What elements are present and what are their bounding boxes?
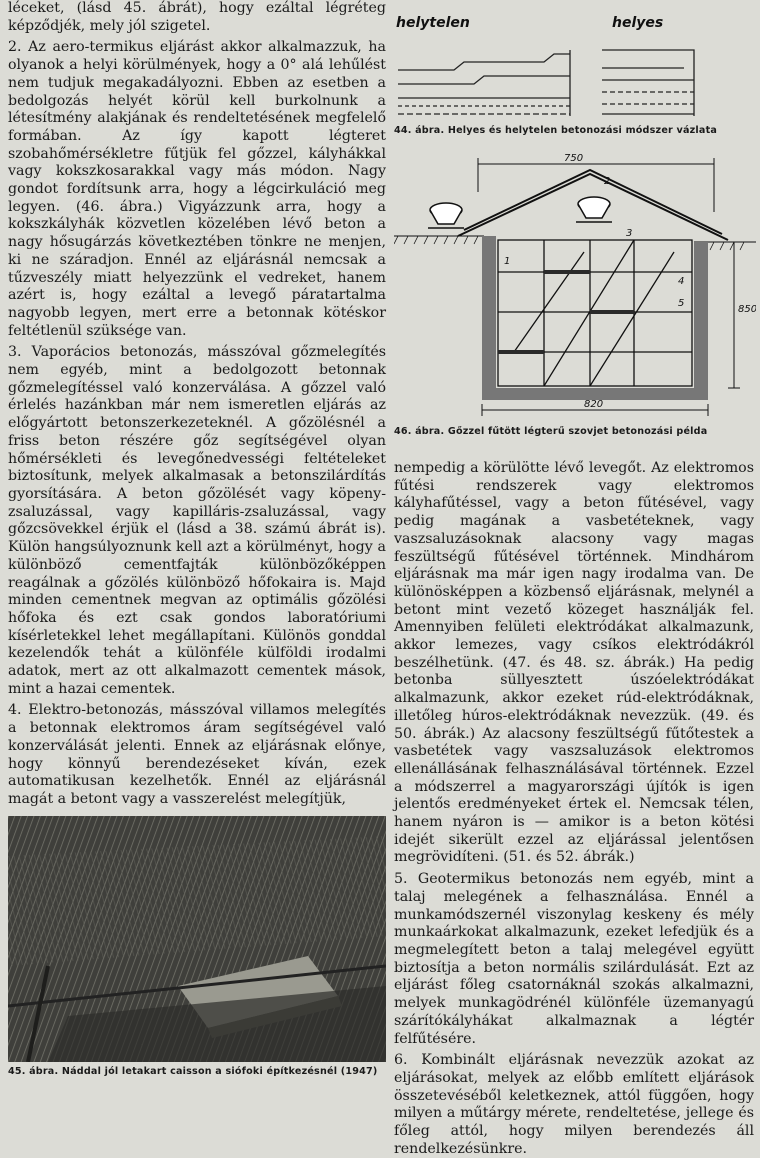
figure-44-diagram xyxy=(394,10,756,122)
figure-45-caption: 45. ábra. Náddal jól letakart caisson a siófoki építkezésnél (1947) xyxy=(8,1066,378,1077)
pit-wall-left xyxy=(482,236,496,388)
paragraph-geothermal: 5. Geotermikus betonozás nem egyéb, mint a talaj melegének a felhasználása. Ennél a munkamódszernél viszonylag keskeny és mély munkaárkokat alkalmazunk, ezeket lefedjük és a megmelegített beton a talaj melegével együtt biztosítja a beton normális szilárdulását. Ezt az eljárást főleg csatornáknál szokás alkalmazni, melyek munkagödrénél különféle üzemanyagú szárítókályhákat alkalmaznak a légtér felfűtésére. xyxy=(394,871,754,1047)
callout-2: 2 xyxy=(604,176,611,187)
ground-hatching xyxy=(394,236,756,242)
dimension-top: 750 xyxy=(564,153,584,164)
callout-3: 3 xyxy=(626,228,633,239)
figure-46 xyxy=(394,152,756,442)
right-method-sketch xyxy=(602,50,694,116)
caisson-photo xyxy=(8,816,386,1062)
label-wrong: helytelen xyxy=(396,15,470,31)
figure-45 xyxy=(8,816,386,1077)
figure-44-caption: 44. ábra. Helyes és helytelen betonozási módszer vázlata xyxy=(394,125,718,136)
callout-5: 5 xyxy=(678,298,685,309)
right-column xyxy=(394,460,754,1158)
paragraph-electro-concreting: 4. Elektro-betonozás, másszóval villamos melegítés a betonnak elektromos áram segítségével való konzerválását jelenti. Ennek az eljárásnak előnye, hogy könnyű berendezéseket kíván, ezek automatikusan kezelhetők. Ennél az eljárásnál magát a betont vagy a vasszerelést melegítjük, xyxy=(8,702,386,807)
left-column xyxy=(8,0,386,809)
label-right: helyes xyxy=(612,15,664,31)
paragraph-combined: 6. Kombinált eljárásnak nevezzük azokat az eljárásokat, melyek az előbb említett eljárások összetevéséből keletkeznek, attól függően, hogy milyen a műtárgy mérete, rendeltetése, jellege és főleg attól, hogy milyen berendezés áll rendelkezésünkre. xyxy=(394,1052,754,1157)
paragraph-steam-curing: 3. Vaporácios betonozás, másszóval gőzmelegítés nem egyéb, mint a bedolgozott betonnak gőzmelegítéssel való konzerválása. A gőzzel való érlelés hazánkban már nem ismeretlen eljárás az előgyártott betonszerkezeteknél. A gőzölésnél a friss beton részére gőz segítségével olyan hőmérsékleti és levegőnedvességi feltételeket biztosítunk, melyek alkalmasak a betonszilárdítás gyorsítására. A beton gőzölését vagy köpeny-zsaluzással, vagy kapilláris-zsaluzással, vagy gőzcsövekkel érjük el (lásd a 38. számú ábrát is). Külön hangsúlyoznunk kell azt a körülményt, hogy a különböző cementfajták különbözőképpen reagálnak a gőzölés különböző hőfokaira is. Majd minden cementnek megvan az optimális gőzölési hőfoka és ezt csak gondos laboratóriumi kísérletekkel lehet megállapítani. Különös gonddal kezelendők tehát a különféle külföldi irodalmi adatok, mert az ott alkalmazott cementek mások, mint a hazai cementek. xyxy=(8,344,386,697)
callout-4: 4 xyxy=(678,276,685,287)
paragraph-aero-thermal: 2. Az aero-termikus eljárást akkor alkalmazzuk, ha olyanok a helyi körülmények, hogy a 0° alá lehűlést nem tudjuk megakadályozni. Ebben az esetben a bedolgozás helyét körül kell burkolnunk a létesítmény alakjának és rendeltetésének megfelelő formában. Az így kapott légteret szobahőmérsékletre fűtjük fel gőzzel, kályhákkal vagy kokszkosarakkal vagy más módon. Nagy gondot fordítsunk arra, hogy a légcirkuláció meg legyen. (46. ábra.) Vigyázzunk arra, hogy a kokszkályhák közvetlen közelében lévő beton a nagy hősugárzás következtében tönkre ne menjen, ki ne száradjon. Ennél az eljárásnál nemcsak a tűzveszély miatt helyezzünk el vedreket, hanem azért is, hogy ezáltal a levegő páratartalma nagyobb legyen, mert erre a betonnak kötéskor feltétlenül szüksége van. xyxy=(8,39,386,339)
bucket-left-icon xyxy=(428,203,464,228)
figure-44 xyxy=(394,10,756,140)
caisson-photo-illustration xyxy=(8,816,386,1062)
figure-46-diagram xyxy=(394,152,756,422)
figure-46-caption: 46. ábra. Gőzzel fűtött légterű szovjet betonozási példa xyxy=(394,426,708,437)
pit-wall-right xyxy=(694,242,708,388)
callout-1: 1 xyxy=(504,256,511,267)
dimension-bottom: 820 xyxy=(584,399,604,410)
dimension-side: 850 xyxy=(738,304,756,315)
bucket-right-icon xyxy=(576,197,612,222)
paragraph-electric-heating: nempedig a körülötte lévő levegőt. Az elektromos fűtési rendszerek vagy elektromos kályhafűtéssel, vagy a beton fűtésével, vagy pedig magának a vasbetéteknek, vagy vaszsaluzásoknak alacsony vagy magas feszültségű fűtésével történnek. Mindhárom eljárásnak ma már igen nagy irodalma van. De különösképpen a közbenső eljárásnak, melynél a betont mint vezető közeget használják fel. Amennyiben felületi elektródákat alkalmazunk, akkor lemezes, vagy csíkos elektródákról beszélhetünk. (47. és 48. sz. ábrák.) Ha pedig betonba süllyesztett úszóelektródákat alkalmazunk, akkor ezeket rúd-elektródáknak, illetőleg húros-elektródáknak nevezzük. (49. és 50. ábrák.) Az alacsony feszültségű fűtőtestek a vasbetétek vagy vaszsaluzások elektromos ellenállásának felhasználásával történnek. Ezzel a módszerrel a magyarországi újítók is igen jelentős eredményeket értek el. Nemcsak télen, hanem nyáron is — amikor is a beton kötési idejét sikerült ezzel az eljárással jelentősen megrövidíteni. (51. és 52. ábrák.) xyxy=(394,460,754,866)
paragraph-intro: léceket, (lásd 45. ábrát), hogy ezáltal légréteg képződjék, mely jól szigetel. xyxy=(8,0,386,34)
wrong-method-sketch xyxy=(398,50,570,116)
